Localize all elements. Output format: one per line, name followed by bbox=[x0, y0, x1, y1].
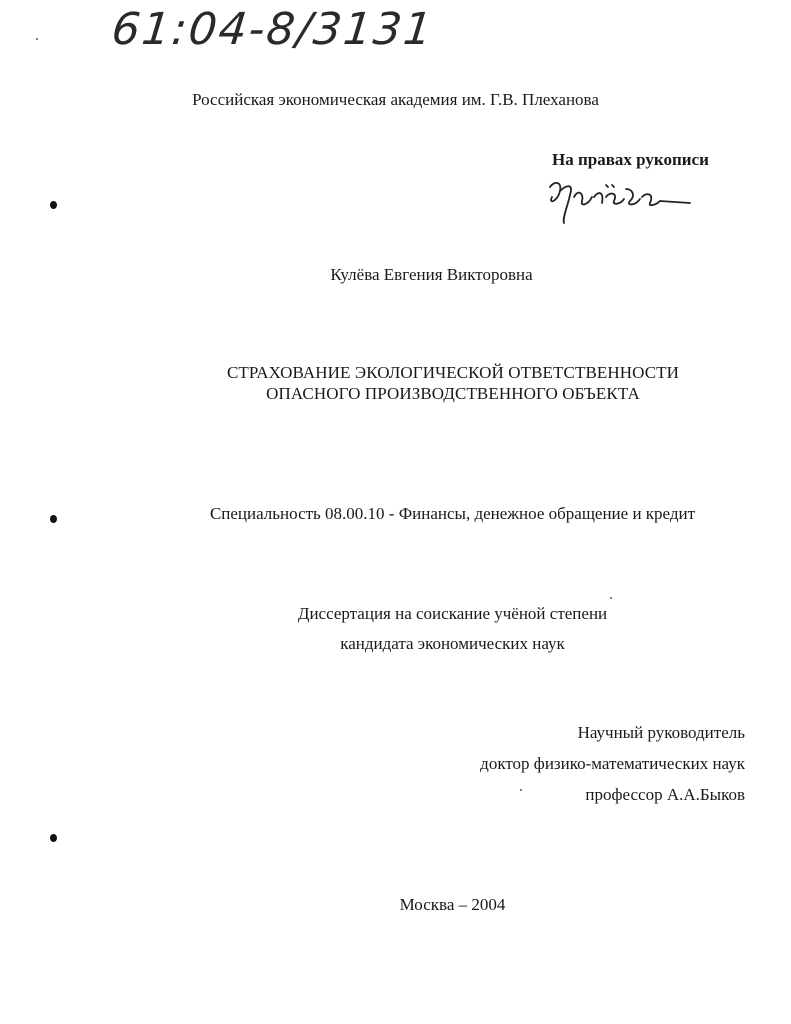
scan-speck bbox=[36, 38, 38, 40]
supervisor-role: Научный руководитель bbox=[577, 723, 745, 742]
supervisor-name: профессор А.А.Быков bbox=[585, 785, 745, 804]
scan-speck bbox=[520, 789, 522, 791]
binding-hole-mark bbox=[50, 834, 57, 842]
specialty: Специальность 08.00.10 - Финансы, денежное обращение и кредит bbox=[209, 504, 696, 523]
city-year: Москва – 2004 bbox=[399, 895, 506, 914]
archive-stamp-code: 61:04-8/3131 bbox=[109, 4, 437, 55]
scan-speck bbox=[610, 597, 612, 599]
institution-name: Российская экономическая академия им. Г.В. Плеханова bbox=[192, 90, 599, 109]
rights-label: На правах рукописи bbox=[552, 150, 709, 169]
supervisor-degree: доктор физико-математических наук bbox=[480, 754, 745, 773]
thesis-title-line-1: СТРАХОВАНИЕ ЭКОЛОГИЧЕСКОЙ ОТВЕТСТВЕННОСТИ bbox=[226, 363, 680, 382]
degree-line-1: Диссертация на соискание учёной степени bbox=[297, 604, 608, 623]
binding-hole-mark bbox=[50, 201, 57, 209]
degree-line-2: кандидата экономических наук bbox=[340, 634, 565, 653]
binding-hole-mark bbox=[50, 515, 57, 523]
author-name: Кулёва Евгения Викторовна bbox=[330, 265, 533, 284]
handwritten-signature bbox=[540, 175, 700, 227]
thesis-title-line-2: ОПАСНОГО ПРОИЗВОДСТВЕННОГО ОБЪЕКТА bbox=[266, 384, 640, 403]
